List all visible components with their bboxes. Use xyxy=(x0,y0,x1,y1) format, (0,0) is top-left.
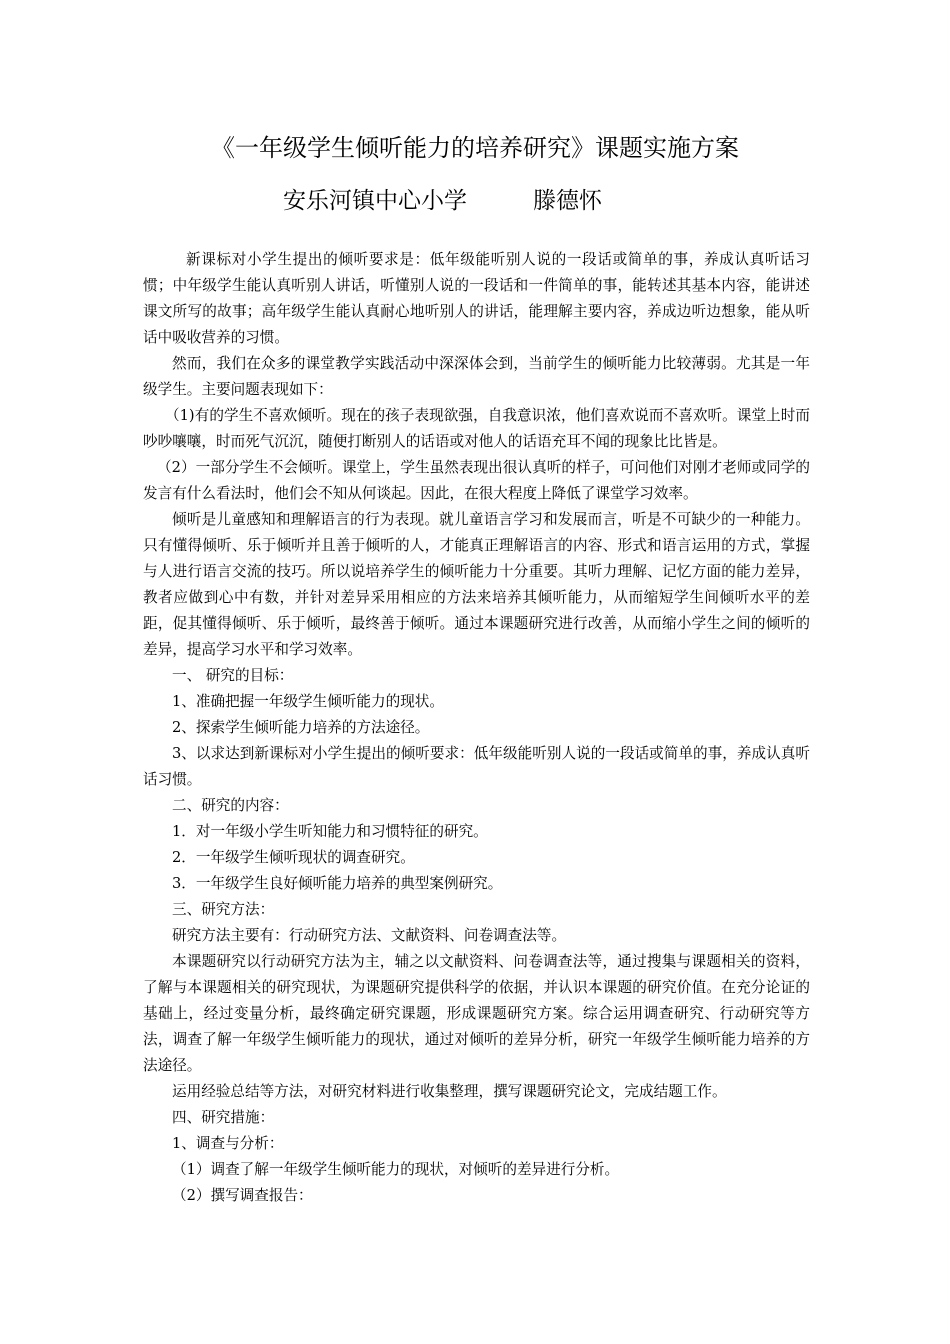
school-name: 安乐河镇中心小学 xyxy=(283,188,467,214)
document-title: 《一年级学生倾听能力的培养研究》课题实施方案 xyxy=(211,134,739,162)
list-item: 1、调查与分析： xyxy=(172,1135,284,1152)
paragraph: 新课标对小学生提出的倾听要求是：低年级能听别人说的一段话或简单的事，养成认真听话习惯；中年级学生能认真听别人讲话，听懂别人说的一段话和一件简单的事，能转述其基本内容，能讲述课文所写的故事；高年级学生能认真耐心地听别人的讲话，能理解主要内容，养成边听边想象，能从听话中吸收营养的习惯。 xyxy=(143,251,810,346)
list-item: （1）调查了解一年级学生倾听能力的现状，对倾听的差异进行分析。 xyxy=(172,1161,620,1178)
paragraph: （2）一部分学生不会倾听。课堂上，学生虽然表现出很认真听的样子，可问他们对刚才老师或同学的发言有什么看法时，他们会不知从何谈起。因此，在很大程度上降低了课堂学习效率。 xyxy=(143,459,810,502)
section-heading: 四、研究措施： xyxy=(172,1109,275,1126)
list-item: 3、以求达到新课标对小学生提出的倾听要求：低年级能听别人说的一段话或简单的事，养成认真听话习惯。 xyxy=(143,745,810,788)
author-line xyxy=(283,182,602,216)
list-item: 1、准确把握一年级学生倾听能力的现状。 xyxy=(172,693,444,710)
paragraph: （1)有的学生不喜欢倾听。现在的孩子表现欲强，自我意识浓，他们喜欢说而不喜欢听。课堂上时而吵吵嚷嚷，时而死气沉沉，随便打断别人的话语或对他人的话语充耳不闻的现象比比皆是。 xyxy=(143,407,810,450)
document-body xyxy=(143,247,810,1209)
paragraph: 运用经验总结等方法，对研究材料进行收集整理，撰写课题研究论文，完成结题工作。 xyxy=(172,1083,727,1100)
paragraph: 研究方法主要有：行动研究方法、文献资料、问卷调查法等。 xyxy=(172,927,567,944)
section-heading: 一、 研究的目标： xyxy=(172,667,294,684)
list-item: 2、探索学生倾听能力培养的方法途径。 xyxy=(172,719,430,736)
list-item: 2．一年级学生倾听现状的调查研究。 xyxy=(172,849,415,866)
paragraph: 本课题研究以行动研究方法为主，辅之以文献资料、问卷调查法等，通过搜集与课题相关的资料，了解与本课题相关的研究现状，为课题研究提供科学的依据，并认识本课题的研究价值。在充分论证的基础上，经过变量分析，最终确定研究课题，形成课题研究方案。综合运用调查研究、行动研究等方法，调查了解一年级学生倾听能力的现状，通过对倾听的差异分析，研究一年级学生倾听能力培养的方法途径。 xyxy=(143,953,810,1074)
list-item: 3．一年级学生良好倾听能力培养的典型案例研究。 xyxy=(172,875,503,892)
section-heading: 三、研究方法： xyxy=(172,901,275,918)
section-heading: 二、研究的内容： xyxy=(172,797,289,814)
paragraph: 然而，我们在众多的课堂教学实践活动中深深体会到，当前学生的倾听能力比较薄弱。尤其是一年级学生。主要问题表现如下： xyxy=(143,355,810,398)
list-item: 1．对一年级小学生听知能力和习惯特征的研究。 xyxy=(172,823,488,840)
list-item: （2）撰写调查报告： xyxy=(172,1187,313,1204)
author-name: 滕德怀 xyxy=(533,188,602,214)
paragraph: 倾听是儿童感知和理解语言的行为表现。就儿童语言学习和发展而言，听是不可缺少的一种能力。只有懂得倾听、乐于倾听并且善于倾听的人，才能真正理解语言的内容、形式和语言运用的方式，掌握与人进行语言交流的技巧。所以说培养学生的倾听能力十分重要。其听力理解、记忆方面的能力差异，教者应做到心中有数，并针对差异采用相应的方法来培养其倾听能力，从而缩短学生间倾听水平的差距，促其懂得倾听、乐于倾听，最终善于倾听。通过本课题研究进行改善，从而缩小学生之间的倾听的差异，提高学习水平和学习效率。 xyxy=(143,511,810,658)
